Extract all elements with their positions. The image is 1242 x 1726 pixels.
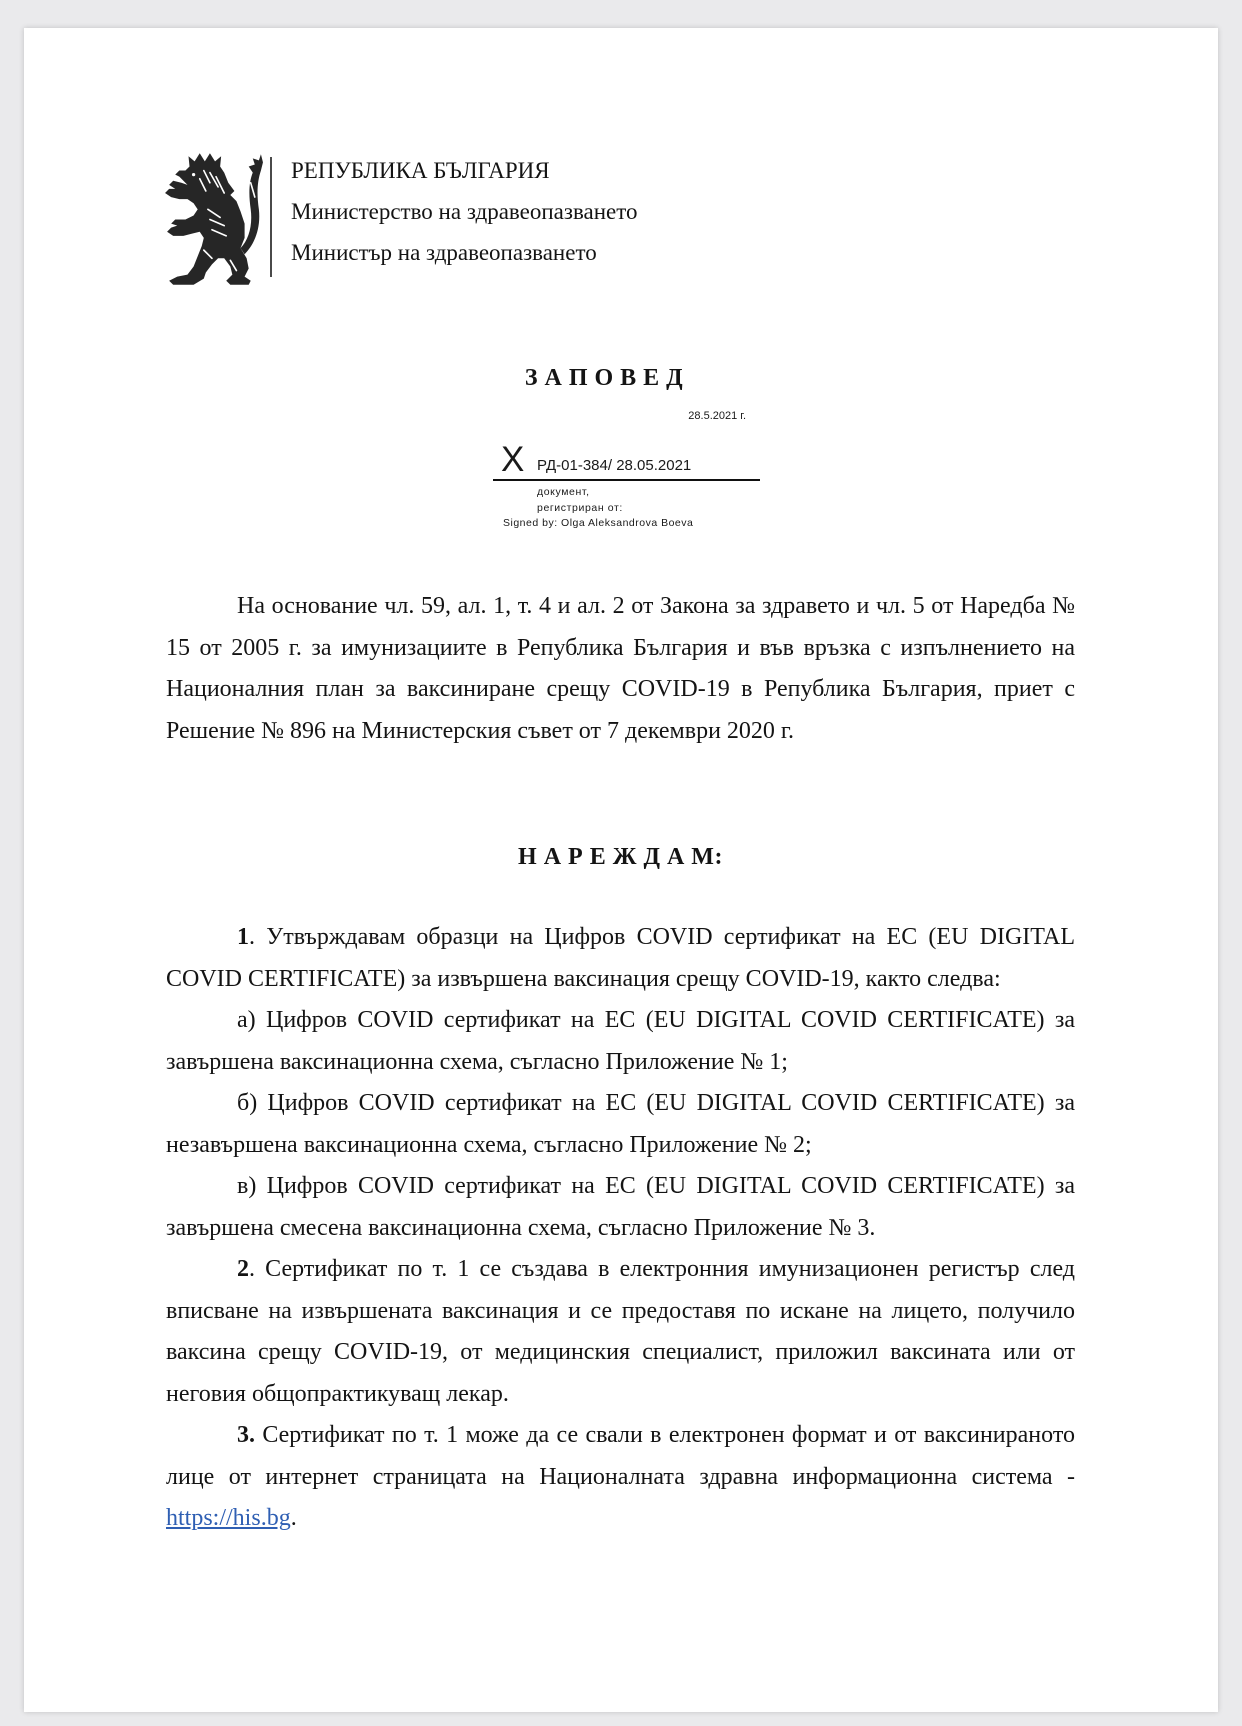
document-title: З А П О В Е Д (524, 365, 684, 391)
preamble-paragraph: На основание чл. 59, ал. 1, т. 4 и ал. 2 от Закона за здравето и чл. 5 от Наредба № 15 от 2005 г. за имунизациите в Република България и във връзка с изпълнението на Националния план за ваксиниране срещу COVID-19 в Република България, приет с Решение № 896 на Министерския съвет от 7 декември 2020 г. (166, 593, 1075, 744)
lion-silhouette (165, 153, 263, 285)
registration-number: РД-01-384/ 28.05.2021 (537, 457, 692, 474)
item-text: . Утвърждавам образци на Цифров COVID сертификат на ЕС (EU DIGITAL COVID CERTIFICATE) за извършена ваксинация срещу COVID-19, както следва: (166, 924, 1075, 992)
signature-mark: X (501, 440, 525, 479)
order-heading: Н А Р Е Ж Д А М: (518, 844, 723, 870)
order-subitem-a (166, 1000, 1075, 1083)
lion-body (165, 166, 251, 284)
item-text: . Сертификат по т. 1 се създава в електронния имунизационен регистър след вписване на извършената ваксинация и се предоставя по искане на лицето, получило ваксина срещу COVID-19, от медицинския специалист, приложил ваксината или от неговия общопрактикуващ лекар. (166, 1256, 1075, 1407)
order-item-2 (166, 1249, 1075, 1415)
order-item-1 (166, 917, 1075, 1000)
order-subitem-b (166, 1083, 1075, 1166)
minister-title: Министър на здравеопазването (291, 240, 597, 265)
item-text: Сертификат по т. 1 може да се свали в електронен формат и от ваксинираното лице от интернет страницата на Националната здравна информационна система - (166, 1422, 1075, 1490)
item-text: в) Цифров COVID сертификат на ЕС (EU DIGITAL COVID CERTIFICATE) за завършена смесена ваксинационна схема, съгласно Приложение № 3. (166, 1173, 1075, 1241)
country-name: РЕПУБЛИКА БЪЛГАРИЯ (291, 158, 550, 183)
signed-by: Signed by: Olga Aleksandrova Boeva (503, 517, 694, 529)
lion-eye (192, 173, 195, 176)
signature-label-document: документ, (537, 486, 590, 498)
his-website-link[interactable]: https://his.bg (166, 1505, 291, 1531)
lion-crown (189, 153, 222, 166)
lion-coat-of-arms-icon (163, 152, 265, 285)
item-text: б) Цифров COVID сертификат на ЕС (EU DIGITAL COVID CERTIFICATE) за незавършена ваксинационна схема, съгласно Приложение № 2; (166, 1090, 1075, 1158)
header-divider (270, 157, 272, 277)
institution-header (291, 150, 637, 273)
document-page (24, 28, 1218, 1712)
signature-label-registered: регистриран от: (537, 502, 623, 514)
ministry-name: Министерство на здравеопазването (291, 199, 638, 224)
item-number: 2 (237, 1256, 249, 1282)
item-text: а) Цифров COVID сертификат на ЕС (EU DIGITAL COVID CERTIFICATE) за завършена ваксинационна схема, съгласно Приложение № 1; (166, 1007, 1075, 1075)
item-number: 1 (237, 924, 249, 950)
lion-emblem-graphic (163, 152, 265, 285)
signature-date: 28.5.2021 г. (688, 410, 746, 422)
signature-line (493, 479, 760, 481)
order-item-3 (166, 1415, 1075, 1540)
order-items (166, 917, 1075, 1540)
item-number: 3. (237, 1422, 255, 1448)
item-text-end: . (290, 1505, 297, 1531)
order-subitem-c (166, 1166, 1075, 1249)
